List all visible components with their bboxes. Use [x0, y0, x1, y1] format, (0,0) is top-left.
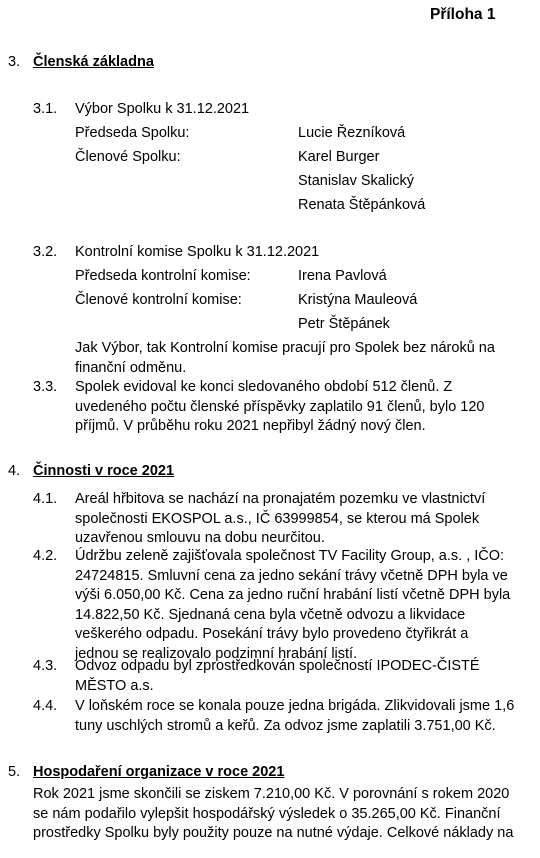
- board-chair-label: Předseda Spolku:: [75, 125, 190, 141]
- control-member: Kristýna Mauleová: [298, 292, 418, 308]
- board-members-label: Členové Spolku:: [75, 149, 181, 165]
- section-4-title: Činnosti v roce 2021: [33, 463, 175, 479]
- item-4-1-text: Areál hřbitova se nachází na pronajatém pozemku ve vlastnictví společnosti EKOSPOL a.s., IČ 63999854, se kterou má Spolek uzavřenou smlouvu na dobu neurčitou.: [75, 491, 486, 546]
- section-3-number: 3.: [8, 54, 21, 70]
- committees-note: Jak Výbor, tak Kontrolní komise pracují pro Spolek bez nároků na finanční odměnu.: [75, 340, 495, 376]
- section-5-number: 5.: [8, 764, 21, 780]
- board-member: Renata Štěpánková: [298, 197, 426, 213]
- subsection-3-1-number: 3.1.: [33, 101, 58, 117]
- membership-text: Spolek evidoval ke konci sledovaného období 512 členů. Z uvedeného počtu členské příspěvky zaplatilo 91 členů, bylo 120 příjmů. V průběhu roku 2021 nepřibyl žádný nový člen.: [75, 379, 485, 434]
- section-3-title: Členská základna: [33, 54, 154, 70]
- item-4-4-text: V loňském roce se konala pouze jedna brigáda. Zlikvidovali jsme 1,6 tuny uschlých stromů a keřů. Za odvoz jsme zaplatili 3.751,00 Kč.: [75, 698, 515, 734]
- subsection-3-1-heading: Výbor Spolku k 31.12.2021: [75, 101, 250, 117]
- control-chair-name: Irena Pavlová: [298, 268, 387, 284]
- section-5-text: Rok 2021 jsme skončili se ziskem 7.210,00 Kč. V porovnání s rokem 2020 se nám podařilo vylepšit hospodářský výsledek o 35.265,00 Kč. Finanční prostředky Spolku byly použity pouze na nutné výdaje. Celkové náklady na: [33, 786, 514, 841]
- control-members-label: Členové kontrolní komise:: [75, 292, 242, 308]
- item-4-2-text: Údržbu zeleně zajišťovala společnost TV Facility Group, a.s. , IČO: 24724815. Smluvní cena za jedno sekání trávy včetně DPH byla ve výši 6.050,00 Kč. Cena za jedno ruční hrabání listí včetně DPH byla 14.822,50 Kč. Sjednaná cena byla včetně odvozu a likvidace veškerého odpadu. Posekání trávy bylo provedeno čtyřikrát a jednou se realizovalo podzimní hrabání listí.: [75, 548, 511, 662]
- annex-title: Příloha 1: [430, 6, 496, 23]
- subsection-3-2-heading: Kontrolní komise Spolku k 31.12.2021: [75, 244, 320, 260]
- section-4-number: 4.: [8, 463, 21, 479]
- control-chair-label: Předseda kontrolní komise:: [75, 268, 251, 284]
- subsection-3-3-number: 3.3.: [33, 379, 58, 395]
- item-4-3-text: Odvoz odpadu byl zprostředkován společností IPODEC-ČISTÉ MĚSTO a.s.: [75, 658, 480, 694]
- section-5-title: Hospodaření organizace v roce 2021: [33, 764, 285, 780]
- board-chair-name: Lucie Řezníková: [298, 125, 406, 141]
- subsection-3-2-number: 3.2.: [33, 244, 58, 260]
- item-4-2-number: 4.2.: [33, 548, 58, 564]
- board-member: Stanislav Skalický: [298, 173, 415, 189]
- item-4-3-number: 4.3.: [33, 658, 58, 674]
- item-4-1-number: 4.1.: [33, 491, 58, 507]
- control-member: Petr Štěpánek: [298, 316, 390, 332]
- board-member: Karel Burger: [298, 149, 380, 165]
- item-4-4-number: 4.4.: [33, 698, 58, 714]
